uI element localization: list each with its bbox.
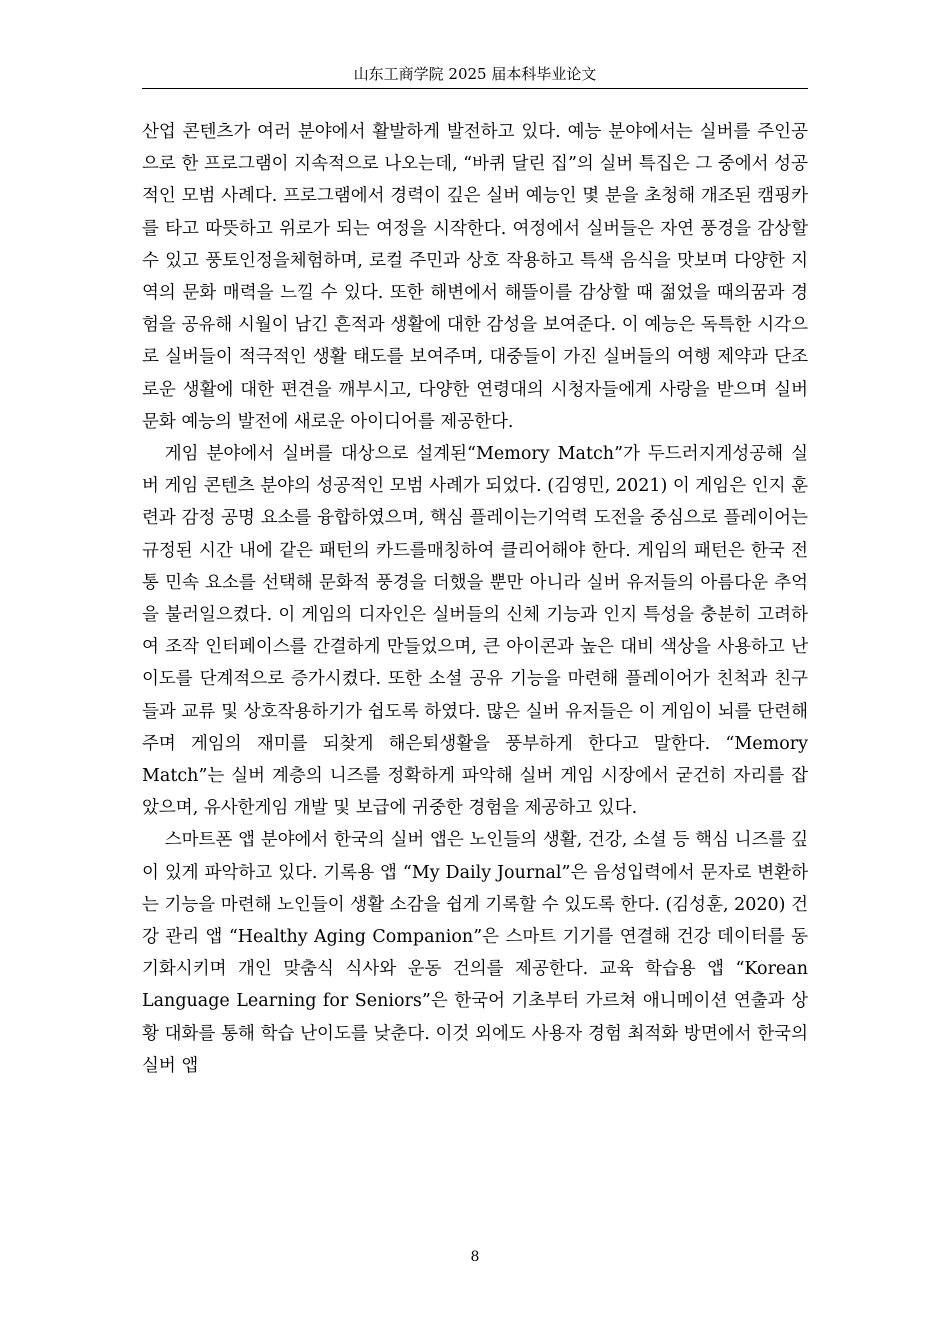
running-header: 山东工商学院 2025 届本科毕业论文: [353, 65, 597, 83]
paragraph-games: 게임 분야에서 실버를 대상으로 설계된“Memory Match”가 두드러지게성공해 실버 게임 콘텐츠 분야의 성공적인 모범 사례가 되었다. (김영민, 2021) 이 게임은 인지 훈련과 감정 공명 요소를 융합하였으며, 핵심 플레이는기억력 도전을 중심으로 플레이어는 규정된 시간 내에 같은 패턴의 카드를매칭하여 클리어해야 한다. 게임의 패턴은 한국 전통 민속 요소를 선택해 문화적 풍경을 더했을 뿐만 아니라 실버 유저들의 아름다운 추억을 불러일으켰다. 이 게임의 디자인은 실버들의 신체 기능과 인지 특성을 충분히 고려하여 조작 인터페이스를 간결하게 만들었으며, 큰 아이콘과 높은 대비 색상을 사용하고 난이도를 단계적으로 증가시켰다. 또한 소셜 공유 기능을 마련해 플레이어가 친척과 친구들과 교류 및 상호작용하기가 쉽도록 하였다. 많은 실버 유저들은 이 게임이 뇌를 단련해 주며 게임의 재미를 되찾게 해은퇴생활을 풍부하게 한다고 말한다. “Memory Match”는 실버 계층의 니즈를 정확하게 파악해 실버 게임 시장에서 굳건히 자리를 잡았으며, 유사한게임 개발 및 보급에 귀중한 경험을 제공하고 있다.: [142, 444, 808, 819]
page-number: 8: [470, 1249, 480, 1265]
paragraph-entertainment: 산업 콘텐츠가 여러 분야에서 활발하게 발전하고 있다. 예능 분야에서는 실버를 주인공으로 한 프로그램이 지속적으로 나오는데, “바퀴 달린 집”의 실버 특집은 그 중에서 성공적인 모범 사례다. 프로그램에서 경력이 깊은 실버 예능인 몇 분을 초청해 개조된 캠핑카를 타고 따뜻하고 위로가 되는 여정을 시작한다. 여정에서 실버들은 자연 풍경을 감상할 수 있고 풍토인정을체험하며, 로컬 주민과 상호 작용하고 특색 음식을 맛보며 다양한 지역의 문화 매력을 느낄 수 있다. 또한 해변에서 해뜰이를 감상할 때 젊었을 때의꿈과 경험을 공유해 시월이 남긴 흔적과 생활에 대한 감성을 보여준다. 이 예능은 독특한 시각으로 실버들이 적극적인 생활 태도를 보여주며, 대중들이 가진 실버들의 여행 제약과 단조로운 생활에 대한 편견을 깨부시고, 다양한 연령대의 시청자들에게 사랑을 받으며 실버 문화 예능의 발전에 새로운 아이디어를 제공한다.: [142, 122, 808, 432]
header-rule: [142, 88, 808, 89]
paragraph-apps: 스마트폰 앱 분야에서 한국의 실버 앱은 노인들의 생활, 건강, 소셜 등 핵심 니즈를 깊이 있게 파악하고 있다. 기록용 앱 “My Daily Journal”은 음성입력에서 문자로 변환하는 기능을 마련해 노인들이 생활 소감을 쉽게 기록할 수 있도록 한다. (김성훈, 2020) 건강 관리 앱 “Healthy Aging Companion”은 스마트 기기를 연결해 건강 데이터를 동기화시키며 개인 맞춤식 식사와 운동 건의를 제공한다. 교육 학습용 앱 “Korean Language Learning for Seniors”은 한국어 기초부터 가르쳐 애니메이션 연출과 상황 대화를 통해 학습 난이도를 낮춘다. 이것 외에도 사용자 경험 최적화 방면에서 한국의 실버 앱: [142, 830, 808, 1076]
body-text: [142, 116, 808, 1082]
